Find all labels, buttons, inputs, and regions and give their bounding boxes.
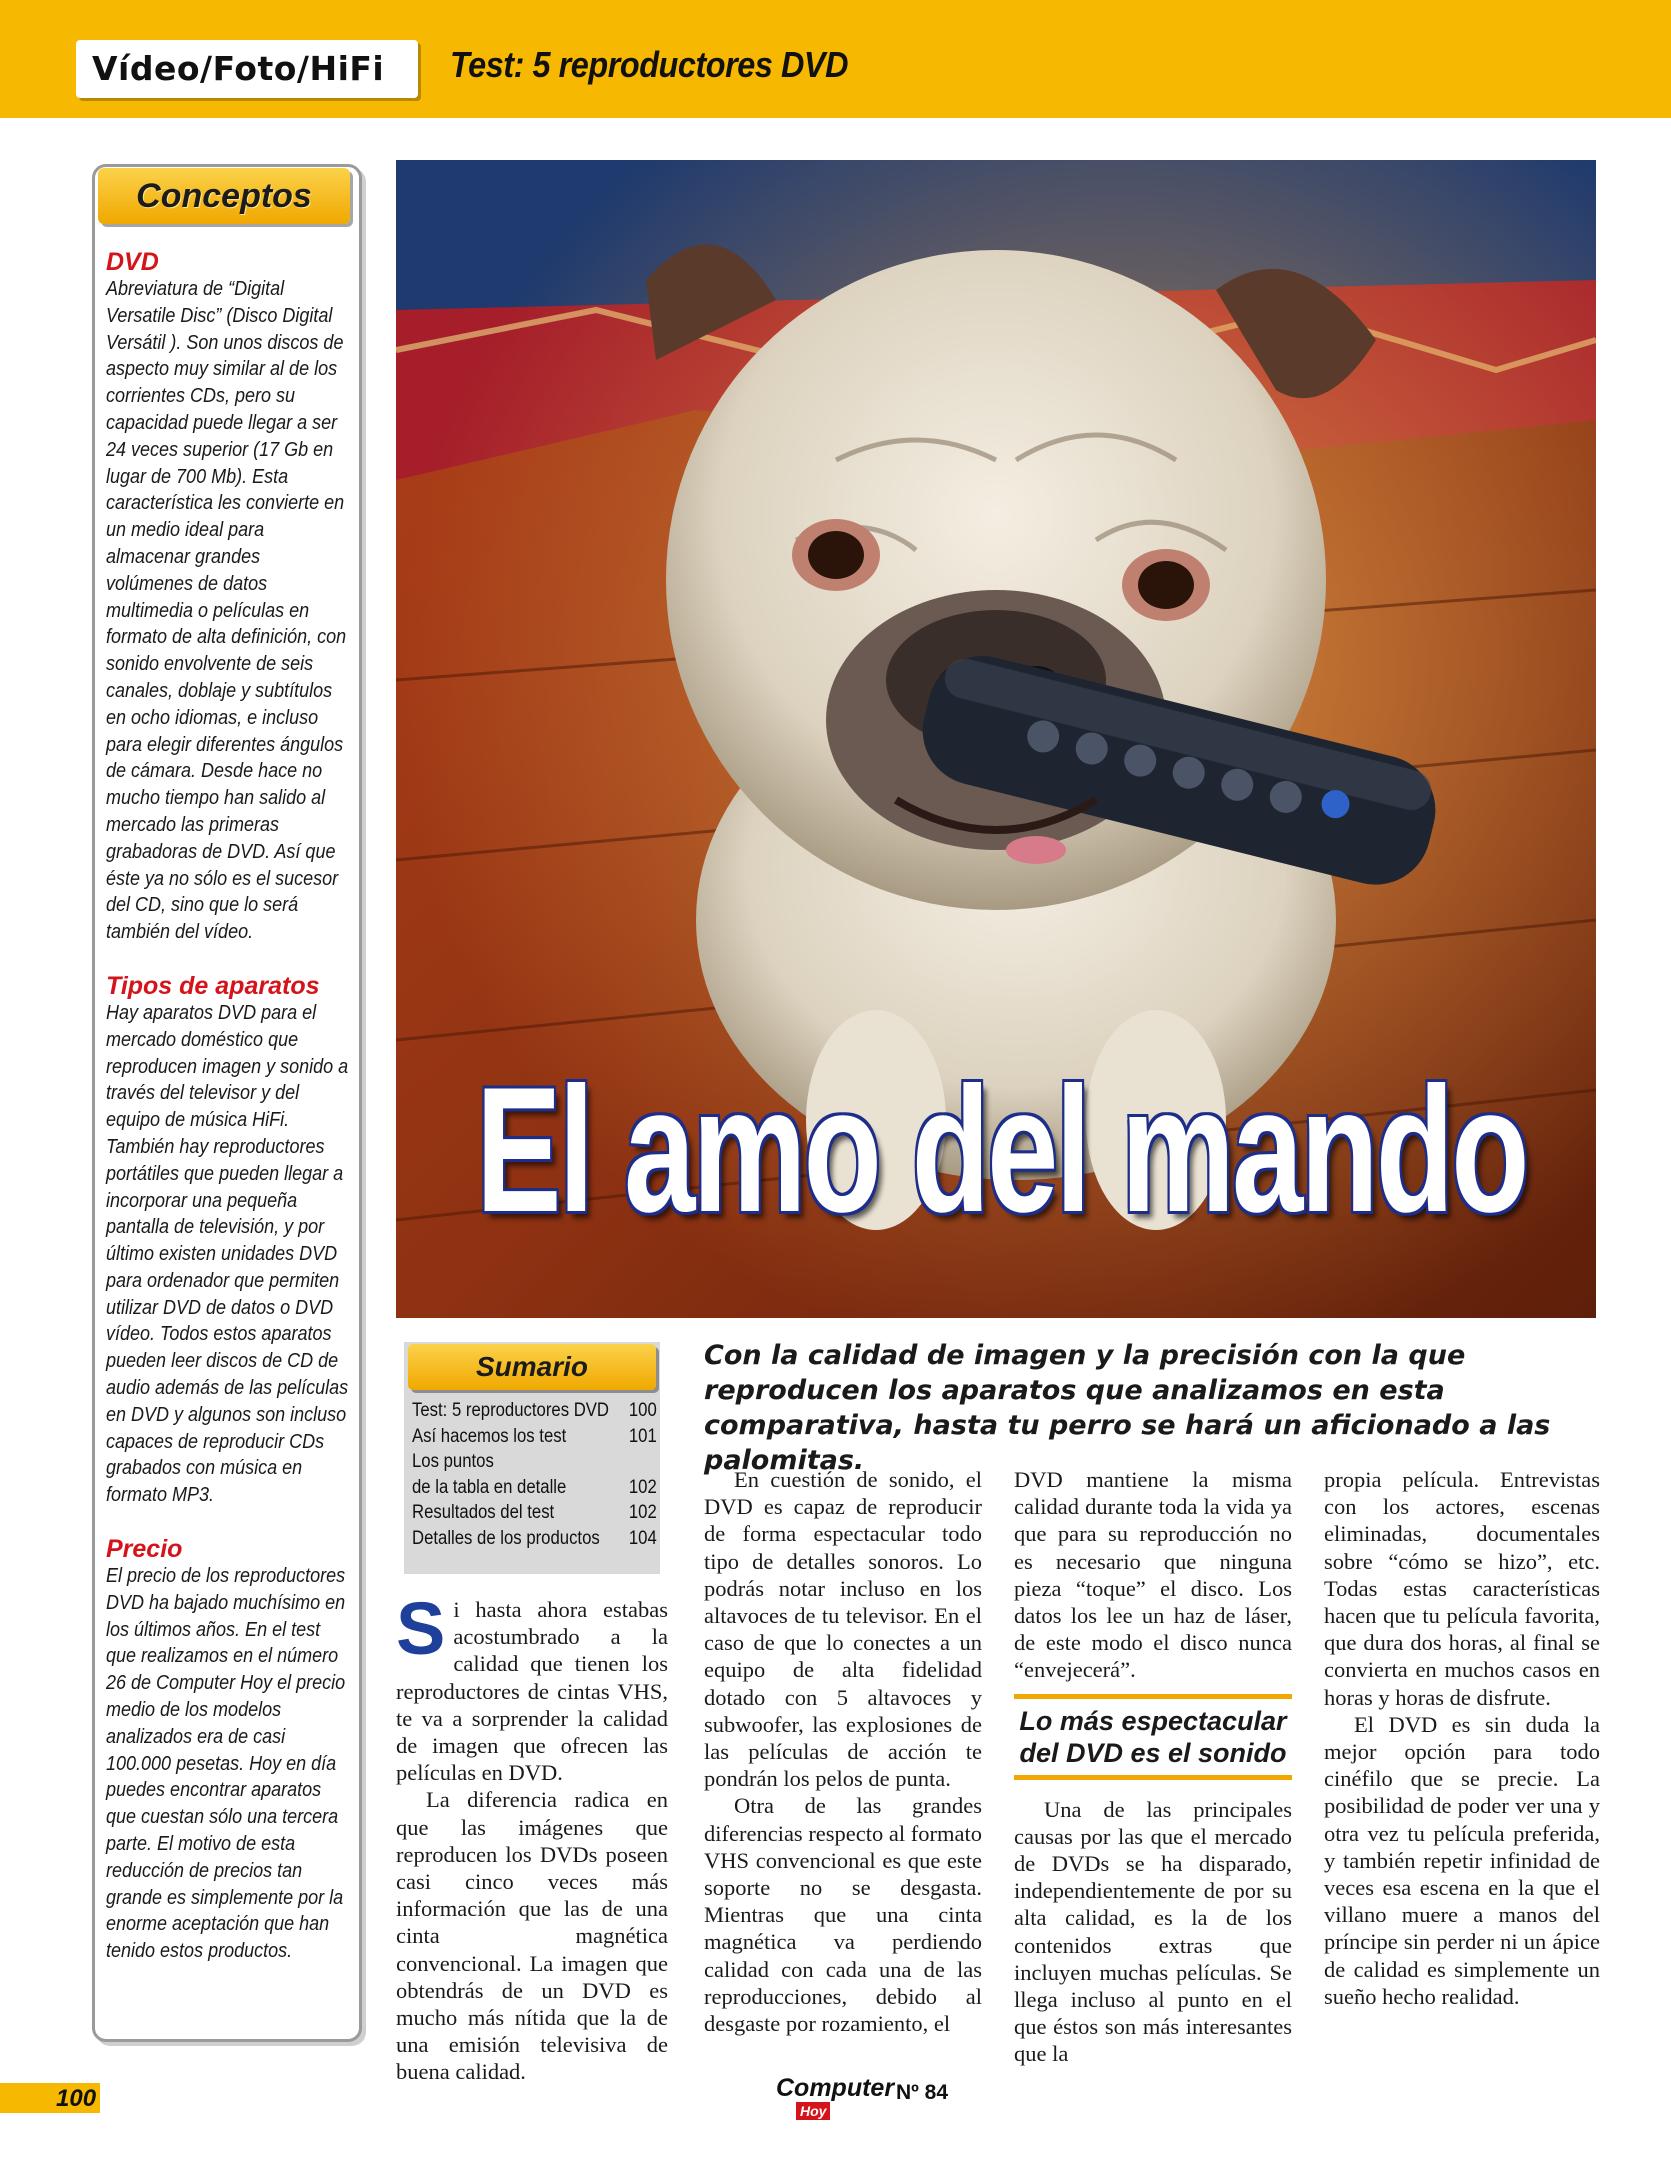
brand-logo: Computer [776, 2074, 895, 2102]
article-paragraph: Una de las principales causas por las que el mercado de DVDs se ha disparado, independientemente de por su alta calidad, es la de los contenidos extras que incluyen muchas películas. Se llega incluso al punto en el que éstos son más interesantes que la [1014, 1796, 1292, 2067]
article-column-1 [396, 1587, 668, 2086]
sumario-item-label: Resultados del test [412, 1502, 555, 1523]
issue-number: Nº 84 [896, 2081, 949, 2104]
lead-paragraph: Con la calidad de imagen y la precisión con la que reproducen los aparatos que analizamos en esta comparativa, hasta tu perro se hará un aficionado a las palomitas. [704, 1340, 1551, 1476]
brand-logo-sub: Hoy [796, 2102, 830, 2120]
sumario-item [412, 1475, 657, 1501]
concept-term: Precio [106, 1535, 183, 1564]
hero-title: El amo del mando [476, 1050, 1527, 1249]
sumario-item-page: 102 [628, 1502, 657, 1523]
concept-text: El precio de los reproductores DVD ha bajado muchísimo en los últimos años. En el test que realizamos en el número 26 de Computer Hoy el precio medio de los modelos analizados era de casi 100.000 pesetas. Hoy en día puedes encontrar aparatos que cuestan sólo una tercera parte. El motivo de esta reducción de precios tan grande es simplemente por la enorme aceptación que han tenido estos productos. [106, 1565, 346, 1963]
sumario-item [412, 1424, 657, 1450]
article-column-3 [1014, 1466, 1292, 2068]
sumario-item [412, 1526, 657, 1552]
sumario-item [412, 1449, 657, 1475]
sumario-item-label: Así hacemos los test [412, 1425, 567, 1447]
sumario-item-page: 104 [628, 1527, 657, 1549]
header-title: Test: 5 reproductores DVD [450, 44, 849, 85]
sumario-item [412, 1500, 657, 1526]
concept-tipos [106, 972, 352, 1509]
article-paragraph: propia película. Entrevistas con los actores, escenas eliminadas, documentales sobre “cómo se hizo”, etc. Todas estas características hacen que tu película favorita, que dura dos horas, al final se convierta en muchos casos en horas y horas de disfrute. [1324, 1467, 1600, 1710]
sumario-item-page: 101 [628, 1425, 657, 1447]
paragraph-text: i hasta ahora estabas acostumbrado a la calidad que tienen los reproductores de cintas VHS, te va a sorprender la calidad de imagen que ofrecen las películas en DVD. [396, 1597, 668, 1786]
concept-precio [106, 1535, 352, 1965]
sumario-item-label: Los puntos [412, 1451, 494, 1472]
sumario-item [412, 1398, 657, 1424]
section-tab: Vídeo/Foto/HiFi [76, 40, 418, 98]
dropcap: S [396, 1587, 446, 1670]
article-paragraph: La diferencia radica en que las imágenes que reproducen los DVDs poseen casi cinco veces más información que las de una cinta magnética convencional. La imagen que obtendrás de un DVD es mucho más nítida que la de una emisión televisiva de buena calidad. [396, 1787, 668, 2085]
concept-text: Hay aparatos DVD para el mercado doméstico que reproducen imagen y sonido a través del televisor y del equipo de música HiFi. También hay reproductores portátiles que pueden llegar a incorporar una pequeña pantalla de televisión, y por último existen unidades DVD para ordenador que permiten utilizar DVD de datos o DVD vídeo. Todos estos aparatos pueden leer discos de CD de audio además de las películas en DVD y algunos son incluso capaces de reproducir CDs grabados con música en formato MP3. [106, 1001, 349, 1507]
concepts-title: Conceptos [98, 168, 350, 224]
article-column-4 [1324, 1466, 1600, 2010]
article-paragraph: Otra de las grandes diferencias respecto al formato VHS convencional es que este soporte no se desgasta. Mientras que una cinta magnética va perdiendo calidad con cada una de las reproducciones, debido al desgaste por rozamiento, el [704, 1793, 982, 2037]
article-paragraph [396, 1587, 668, 1786]
sumario-item-page: 100 [628, 1400, 657, 1421]
page-number: 100 [56, 2085, 97, 2112]
article-paragraph: DVD mantiene la misma calidad durante toda la vida ya que para su reproducción no es necesario que ninguna pieza “toque” el disco. Los datos los lee un haz de láser, de este modo el disco nunca “envejecerá”. [1014, 1467, 1292, 1683]
concept-text: Abreviatura de “Digital Versatile Disc” (Disco Digital Versátil ). Son unos discos de aspecto muy similar al de los corrientes CDs, pero su capacidad puede llegar a ser 24 veces superior (17 Gb en lugar de 700 Mb). Esta característica les convierte en un medio ideal para almacenar grandes volúmenes de datos multimedia o películas en formato de alta definición, con sonido envolvente de seis canales, doblaje y subtítulos en ocho idiomas, e incluso para elegir diferentes ángulos de cámara. Desde hace no mucho tiempo han salido al mercado las primeras grabadoras de DVD. Así que éste ya no sólo es el sucesor del CD, sino que lo será también del vídeo. [106, 278, 347, 944]
sumario-list [412, 1398, 656, 1551]
article-subheading: Lo más espectacular del DVD es el sonido [1014, 1694, 1292, 1780]
hero-photo [396, 160, 1596, 1318]
sumario-item-page: 102 [628, 1476, 657, 1498]
concepts-body [106, 248, 352, 1991]
sumario-item-label: Test: 5 reproductores DVD [412, 1400, 610, 1421]
article-paragraph: El DVD es sin duda la mejor opción para todo cinéfilo que se precie. La posibilidad de poder ver una y otra vez tu película preferida, y también repetir infinidad de veces esa escena en la que el villano muere a manos del príncipe sin perder ni un ápice de calidad es simplemente un sueño hecho realidad. [1324, 1711, 1600, 2009]
concept-term: DVD [106, 248, 159, 276]
article-column-2 [704, 1466, 982, 2037]
article-paragraph: En cuestión de sonido, el DVD es capaz de reproducir de forma espectacular todo tipo de detalles sonoros. Lo podrás notar incluso en los altavoces de tu televisor. En el caso de que lo conectes a un equipo de alta fidelidad dotado con 5 altavoces y subwoofer, las explosiones de las películas de acción te pondrán los pelos de punta. [704, 1467, 982, 1792]
concept-dvd [106, 248, 352, 946]
concept-term: Tipos de aparatos [106, 971, 320, 1000]
sumario-title: Sumario [408, 1344, 656, 1390]
sumario-item-label: de la tabla en detalle [412, 1476, 567, 1498]
sumario-item-label: Detalles de los productos [412, 1527, 600, 1549]
